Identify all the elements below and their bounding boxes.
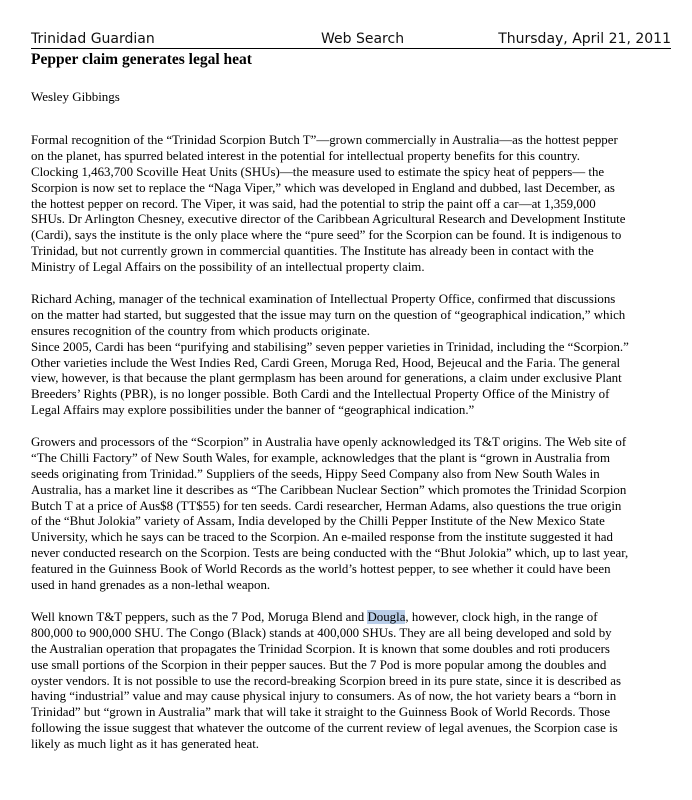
text-line: of the “Bhut Jolokia” variety of Assam, India developed by the Chilli Pepper Institute of the New Mexico State <box>31 514 605 529</box>
section-name: Web Search <box>321 31 405 47</box>
highlighted-word[interactable]: Dougla <box>367 610 406 624</box>
text-line: SHUs. Dr Arlington Chesney, executive director of the Caribbean Agricultural Research and Development Institute <box>31 212 626 227</box>
text-line: Since 2005, Cardi has been “purifying and stabilising” seven pepper varieties in Trinidad, including the “Scorpion.” <box>31 339 629 354</box>
text-line: following the issue suggest that whatever the outcome of the current review of legal avenues, the Scorpion case is <box>31 721 618 736</box>
text-line: Trinidad” but “grown in Australia” mark that will take it straight to the Guinness Book of World Records. Those <box>31 705 611 720</box>
text-line: Formal recognition of the “Trinidad Scorpion Butch T”—grown commercially in Australia—as the hottest pepper <box>31 133 618 147</box>
article-title: Pepper claim generates legal heat <box>31 51 252 68</box>
text-line: view, however, is that because the plant germplasm has been around for generations, a claim under exclusive Plant <box>31 371 622 386</box>
text-line: likely as much light as it has generated heat. <box>31 737 260 752</box>
text-line: Breeders’ Rights (PBR), is no longer possible. Both Cardi and the Intellectual Property Office of the Ministry of <box>31 387 610 402</box>
text-line: on the matter had started, but suggested that the issue may turn on the question of “geographical indication,” which <box>31 307 626 322</box>
text-line: Clocking 1,463,700 Scoville Heat Units (SHUs)—the measure used to estimate the spicy heat of peppers— the <box>31 164 605 179</box>
text-line: the hottest pepper on record. The Viper, it was said, had the potential to strip the paint off a car—at 1,359,000 <box>31 196 596 211</box>
text-line: Legal Affairs may explore possibilities under the banner of “geographical indication.” <box>31 403 475 418</box>
text-line: (Cardi), says the institute is the only place where the “pure seed” for the Scorpion can be found. It is indigenous to <box>31 228 622 243</box>
page-header <box>31 30 671 49</box>
article-author: Wesley Gibbings <box>31 89 120 104</box>
text-line: having “industrial” value and may cause physical injury to consumers. As of now, the hot variety bears a “born in <box>31 689 617 704</box>
text-line: Trinidad, but not currently grown in commercial quantities. The Institute has already been in contact with the <box>31 244 594 259</box>
text-line: Scorpion is now set to replace the “Naga Viper,” which was developed in England and dubbed, last December, as <box>31 180 615 195</box>
text-line: ensures recognition of the country from which products originate. <box>31 323 371 338</box>
text-line: seeds originating from Trinidad.” Suppliers of the seeds, Hippy Seed Company also from New South Wales in <box>31 466 600 481</box>
paragraph-4 <box>31 610 621 753</box>
text-line: Richard Aching, manager of the technical examination of Intellectual Property Office, confirmed that discussions <box>31 292 616 306</box>
text-line: oyster vendors. It is not possible to use the record-breaking Scorpion breed in its pure state, since it is described as <box>31 673 621 688</box>
text-segment: , however, clock high, in the range of <box>405 610 598 624</box>
text-line: never conducted research on the Scorpion. Tests are being conducted with the “Bhut Jolokia” which, up to last year, <box>31 546 629 561</box>
text-line: Ministry of Legal Affairs on the possibility of an intellectual property claim. <box>31 260 425 275</box>
text-line <box>31 610 621 626</box>
publication-date: Thursday, April 21, 2011 <box>498 31 671 47</box>
text-line: on the planet, has spurred belated interest in the potential for intellectual property benefits for this country. <box>31 148 580 163</box>
text-line: 800,000 to 900,000 SHU. The Congo (Black) stands at 400,000 SHUs. They are all being developed and sold by <box>31 625 612 640</box>
text-line: Butch T at a price of Aus$8 (TT$55) for ten seeds. Cardi researcher, Herman Adams, also questions the true origin <box>31 498 622 513</box>
text-line: the Australian operation that propagates the Trinidad Scorpion. It is known that some doubles and roti producers <box>31 641 610 656</box>
text-segment: Well known T&T peppers, such as the 7 Pod, Moruga Blend and <box>31 610 368 624</box>
text-line: used in hand grenades as a non-lethal weapon. <box>31 578 271 593</box>
text-line: “The Chilli Factory” of New South Wales, for example, acknowledges that the plant is “grown in Australia from <box>31 450 611 465</box>
text-line: Growers and processors of the “Scorpion” in Australia have openly acknowledged its T&T origins. The Web site of <box>31 435 627 449</box>
publication-name: Trinidad Guardian <box>31 31 155 47</box>
text-line: University, which he says can be traced to the Scorpion. An e-mailed response from the institute suggested it had <box>31 530 613 545</box>
paragraph-3 <box>31 435 628 594</box>
text-line: Other varieties include the West Indies Red, Cardi Green, Moruga Red, Hood, Bejeucal and the Faria. The general <box>31 355 621 370</box>
paragraph-1 <box>31 133 625 276</box>
text-line: use small portions of the Scorpion in their pepper sauces. But the 7 Pod is more popular among the doubles and <box>31 657 607 672</box>
paragraph-2 <box>31 292 629 419</box>
text-line: Australia, has a market line it describes as “The Caribbean Nuclear Section” which promotes the Trinidad Scorpion <box>31 482 627 497</box>
text-line: featured in the Guinness Book of World Records as the world’s hottest pepper, to see whether it could have been <box>31 562 611 577</box>
